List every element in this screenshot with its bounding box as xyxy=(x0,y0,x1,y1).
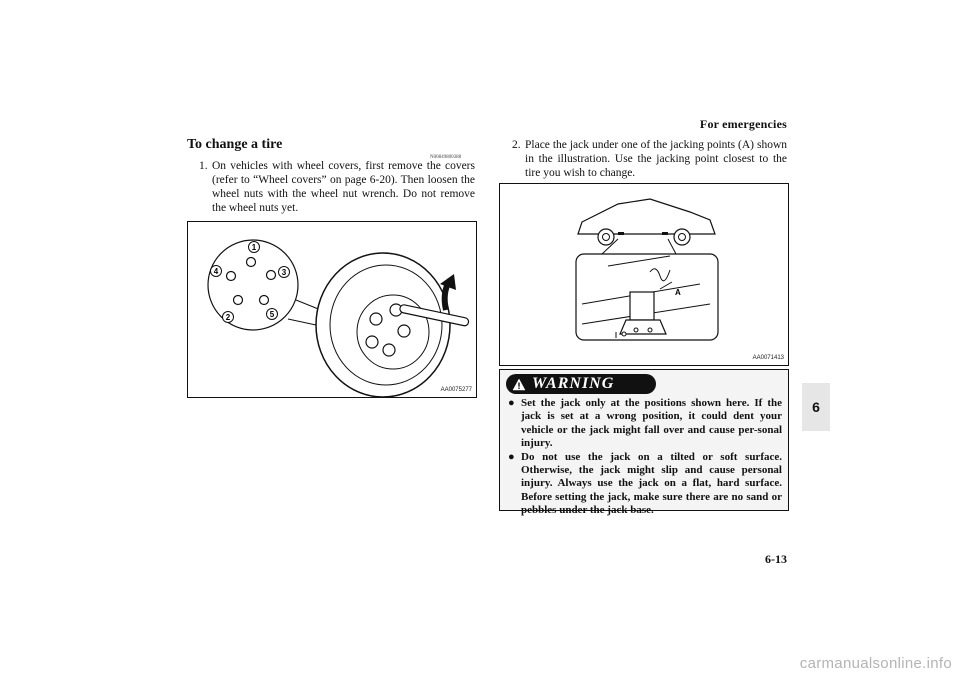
step-2 xyxy=(512,138,787,180)
nut-order-5: 5 xyxy=(269,310,275,319)
section-title: To change a tire xyxy=(187,137,283,152)
nut-order-3: 3 xyxy=(281,268,287,277)
car-silhouette-icon xyxy=(578,199,715,245)
nut-order-2: 2 xyxy=(225,313,231,322)
warning-label: WARNING xyxy=(532,375,615,392)
warning-triangle-icon xyxy=(512,378,526,391)
step-number: 2. xyxy=(512,139,521,151)
jack-illustration xyxy=(500,184,788,365)
bullet: ● xyxy=(508,397,515,409)
wheel-nut-pattern-icon xyxy=(208,240,298,330)
figure-jacking-points xyxy=(499,183,789,366)
warning-item-text: Do not use the jack on a tilted or soft surface. Otherwise, the jack might slip and cause personal injury. Always use the jack on a flat, hard surface. Before setting the jack, make sure there are no sand or pebbles under the jack base. xyxy=(521,450,782,517)
step-number: 1. xyxy=(199,160,208,172)
warning-header xyxy=(506,374,656,394)
nut-order-1: 1 xyxy=(251,243,257,252)
warning-item xyxy=(508,451,782,518)
nut-order-4: 4 xyxy=(213,267,219,276)
figure-code: AA0075277 xyxy=(440,387,472,393)
chapter-tab: 6 xyxy=(802,383,830,431)
warning-box xyxy=(499,369,789,517)
bullet: ● xyxy=(508,450,515,463)
warning-item xyxy=(508,397,782,451)
step-1 xyxy=(199,159,475,215)
warning-item-text: Set the jack only at the positions shown here. If the jack is set at a wrong position, it could dent your vehicle or the jack might fall over and cause per-sonal injury. xyxy=(521,397,782,450)
wheel-illustration xyxy=(188,222,476,397)
step-text: On vehicles with wheel covers, first remove the covers (refer to “Wheel covers” on page 6-20). Then loosen the wheel nuts with the wheel nut wrench. Do not remove the wheel nuts yet. xyxy=(212,160,475,214)
jacking-point-label: A xyxy=(675,288,681,297)
wheel-icon xyxy=(316,253,450,397)
rotation-arrow-icon xyxy=(440,274,456,310)
figure-wheel-nuts xyxy=(187,221,477,398)
figure-code: AA0071413 xyxy=(752,355,784,361)
footer-watermark: carmanualsonline.info xyxy=(799,655,952,672)
running-header: For emergencies xyxy=(699,117,787,131)
warning-list xyxy=(508,397,782,518)
step-text: Place the jack under one of the jacking points (A) shown in the illustration. Use the jacking point closest to the tire you wish to change. xyxy=(525,139,787,179)
section-code: N00849800388 xyxy=(430,155,462,160)
page-number: 6-13 xyxy=(765,552,787,566)
